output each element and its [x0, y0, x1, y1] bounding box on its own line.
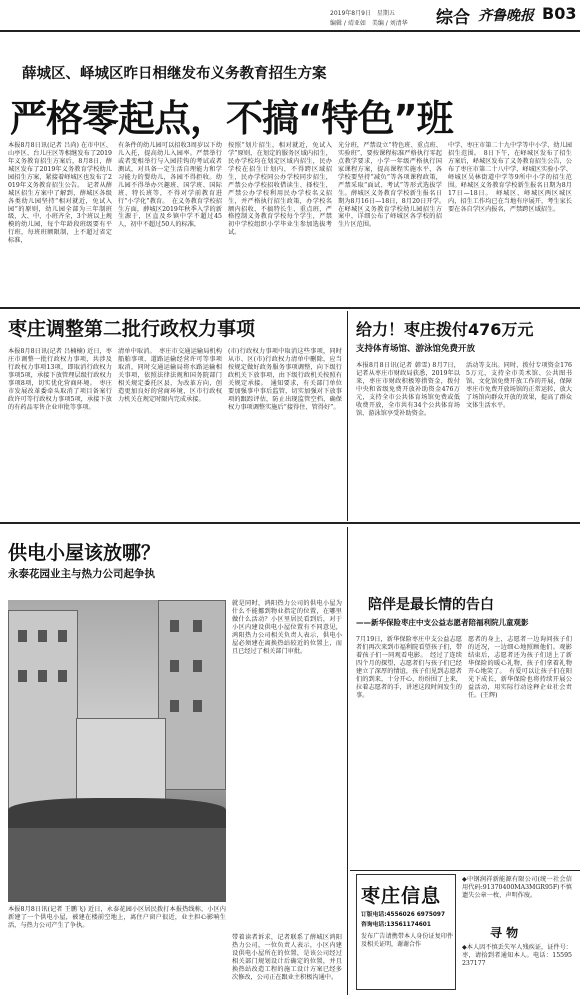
mid-divider — [0, 522, 580, 524]
lead-column-5: 中学、枣庄市第二十九中学等中小学、幼儿园招生范围。 8日下午，在峄城区发布了招生方案后，峄城区发布了义务教育招生公告，公布了枣庄市第二十八中学、峄城区实验小学、峄城区吴林街道中学等9所中小学的招生范围。峄城区义务教育学校新生报名日期为8月17日—18日。 峄城区、峄城区两区城区内，招生工作均已在当地有序展开，考生家长要在各自学区内报名，严禁跨区域招生。 — [448, 142, 572, 213]
story5-column-2: 愿者的身上，志愿者一边询问孩子们的近况，一边细心地照顾他们。观影结束后，志愿者还为孩子们送上了新华保险的暖心礼物，孩子们拿着礼物开心地笑了。 有爱可以让孩子们在阳光下成长，新华保险也将持续开展公益活动，用实际行动诠释企业社会责任。(王辉) — [468, 636, 572, 699]
story2-column-3: (市)行政权力事项中取消这些事项，同时从市、区(市)行政权力清单中删除，应当按规定做好政务服务事项调整，向下级行政机关下放事项，由下级行政机关按照有关规定承接。 通知要求，有关部门单位要加强事中事后监管，切实加强对下放事项的跟踪评估，防止出现监管空档，确保权力事项调整实施后“接得住、管得好”。 — [228, 348, 342, 411]
story2-vertical-divider — [347, 311, 348, 521]
ad-center-title: 枣庄信息 — [361, 885, 442, 907]
story4-subhead: 永泰花园业主与热力公司起争执 — [8, 568, 155, 580]
ad-center-note: 发布广告请携带本人身份证复印件及相关证明，谢谢合作 — [361, 933, 453, 948]
lead-headline: 严格零起点，不搞“特色”班 — [10, 97, 453, 140]
story3-headline: 给力！枣庄拨付476万元 — [356, 320, 534, 339]
story3-column-2: 活动等支出。同时，拨付专项资金1765万元，支持全市美术馆、公共图书馆、文化馆免费开放工作的开展，保障枣庄市免费开放场馆的正常运转，放大了场馆向群众开放的效果，提高了群众文体生活水平。 — [466, 362, 572, 409]
ad-center-box — [356, 874, 456, 990]
story4-column-1: 本报8月8日讯(记者 王鹏飞) 近日，永泰花园小区居民拨打本报热线称，小区内新建了一个供电小屋，被建在楼前空地上，离住户窗户很近，业主担心影响生活，与热力公司产生了争执。 — [8, 906, 226, 929]
lead-column-3: 按照“划片招生，相对就近，免试入学”原则，在划定的服务区域内招生，民办学校均在划定区域内招生，民办学校在招生计划内，不得跨区域招生，民办学校同公办学校同步招生，严禁公办学校招收借读生、择校生，严禁公办学校利用民办学校名义招生，并严格执行招生政策，办学校名额内招收、不搞特长生、重点班，严格控制义务教育学校每个学生，严禁初中学校组织小学毕业生参加选拔考试。 — [228, 142, 332, 237]
paper-logo: 齐鲁晚报 — [478, 8, 534, 24]
lead-divider — [0, 307, 580, 309]
lead-column-2: 有条件的幼儿园可以招收3周岁以下幼儿入托，提高幼儿入园率。严禁举行或者变相举行与入园挂钩的考试或者测试，对具备一定生活自理能力和学习能力的婴幼儿，各园不得拒收。幼儿园不得举办兴趣班、国学班、国际班、特长班等，不得对学前教育进行“小学化”教育。 在义务教育学校招生方面，薛城区2019年秋季入学的新生源于，区直及乡镇中学不超过45人，初中不超过50人的标准， — [118, 142, 222, 229]
story4-headline: 供电小屋该放哪？ — [8, 542, 161, 564]
photo-building-right — [158, 600, 226, 790]
story2-headline: 枣庄调整第二批行政权力事项 — [8, 318, 256, 340]
story4-photo — [8, 600, 226, 902]
ad-section-divider — [350, 870, 580, 871]
story2-column-2: 清单中取消。 枣庄市交通运输局机构船舶事项、道路运输经营许可等事项取消，同时交通运输局将水路运输相关事项，依照法律法规和国务院部门相关规定委托区县，为改革方向，创造更加良好的营商环境，区市行政权力机关在规定时限内完成承接。 — [118, 348, 222, 403]
section-name: 综合 — [436, 8, 470, 28]
ad-right-notice2: ◆本人因不慎丢失军人残疾证，证件号：枣，请拾到者通知本人。电话：15595237177 — [462, 944, 572, 967]
masthead-date: 2019年8月9日 星期五 — [330, 10, 395, 17]
masthead-rule — [0, 30, 580, 32]
ad-center-line2: 咨询电话:13561174601 — [361, 922, 431, 928]
story5-subhead: ——新华保险枣庄中支公益志愿者陪福利院儿童观影 — [356, 618, 529, 627]
page-number: B03 — [542, 4, 577, 23]
story5-column-1: 7月19日，新华保险枣庄中支公益志愿者们再次来到市福利院看望孩子们，带着孩子们一同观看电影。 经过了连续四个月的探望，志愿者们与孩子们已经建立了深厚的情谊，孩子们见到志愿者们的到来，十分开心，纷纷围了上来，拉着志愿者的手，讲述这段时间发生的事。 — [356, 636, 462, 699]
masthead-editors: 编辑 / 靖亚如 美编 / 刘清华 — [330, 20, 408, 27]
story3-subhead: 支持体育场馆、游泳馆免费开放 — [356, 344, 476, 354]
story4-column-2: 就是同时，鸿阳热力公司的供电小屋为什么不能挪到物业指定的位置，在哪里做什么活动？小区里居民看到后，对于小区内建设供电小屋位置有不同意见，鸿阳热力公司相关负责人表示，供电小屋必须建在离换热站较近的位置上，而且已经过了相关部门审批。 — [232, 600, 342, 655]
lead-column-1: 本报8月8日讯(记者 吕尚) 在市中区、山亭区、台儿庄区等相继发布了2019年义务教育招生方案后，8月8日，薛城区发布了2019年义务教育学校幼儿园招生方案，紧接着峄城区也发布了2019年义务教育招生公告。 记者从薛城区招生方案中了解到，薛城区各级各类幼儿园坚持“相对就近，免试入园”的原则，幼儿园全部为三年制班级，大、中、小班齐全，3个班以上规模的幼儿园，每个年龄段班级要有平行班，每班班额限制，上不超过省定标准， — [8, 142, 112, 245]
ad-right-notice: ◆中钢润祥新能源有限公司(统一社会信用代码:91370400MA3MGR95F)不慎遗失公章一枚，声明作废。 — [462, 876, 572, 899]
lead-column-4: 光分班，严禁设立“特色班、重点班、实验班”，要按课程标准严格执行零起点教学要求，小学一年级严格执行国家课程方案，提高课程实施水平，各学校要坚持“减负”等各项课程政策，严禁采取“面试、考试”等形式选拔学生。薛城区义务教育学校新生报名日期为8月16日—18日，8月20日开学。 在峄城区义务教育学校幼儿园招生方案中，详细公布了峄城区各学校的招生片区范围。 — [338, 142, 449, 229]
story4-vertical-divider — [347, 527, 348, 995]
story3-column-1: 本报8月8日讯(记者 韩雪) 8月7日，记者从枣庄市财政局获悉，2019年以来，枣庄市财政积极筹措资金，拨付中央和省级免费开放补助资金476万元，支持全市公共体育场馆免费或低收费开放，全市共有34个公共体育场馆、游泳馆享受补助资金。 — [356, 362, 460, 417]
lead-kicker: 薛城区、峄城区昨日相继发布义务教育招生方案 — [22, 66, 327, 82]
story4-column-3: 带着读者诉求，记者联系了薛城区鸿阳热力公司，一位负责人表示，小区内建设供电小屋所在的位置，是该公司经过相关部门规划设计后确定的位置，并且换热站改造工程的施工设计方案已经多次修改，公司正在跟业主积极沟通中。 — [232, 934, 342, 981]
ad-right-title: 寻 物 — [490, 926, 519, 940]
story5-headline: 陪伴是最长情的告白 — [368, 597, 494, 613]
ad-center-line1: 订版电话:4556026 6975097 — [361, 912, 445, 918]
photo-shrubs — [8, 798, 226, 828]
story2-column-1: 本报8月8日讯(记者 吕楠楠) 近日，枣庄市调整一批行政权力事项，共涉及行政权力事项13项，即取消行政权力事项5项，承接下放管理层级行政权力事项8项，切实优化营商环境。 枣庄市发展改革委牵头取消了项目备案行政许可等行政权力事项5项，承接下放的有药品零售企业审批等事项。 — [8, 348, 112, 411]
